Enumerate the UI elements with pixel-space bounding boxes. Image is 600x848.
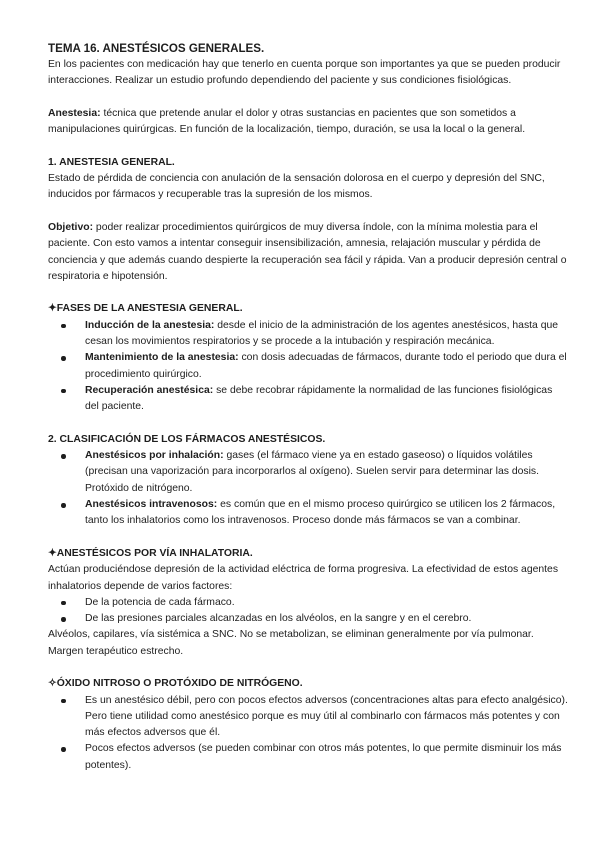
item-text: con dosis adecuadas de fármacos, durante todo el periodo que dura el procedimiento quirúrgico. [85,352,567,380]
factores-list [48,595,568,628]
objetivo-paragraph [48,220,568,285]
item-text: desde el inicio de la administración de los agentes anestésicos, hasta que cesan los movimientos respiratorios y se procede a la intubación y respiración mecánica. [85,319,559,348]
document-title: TEMA 16. ANESTÉSICOS GENERALES. [48,42,265,55]
list-item [85,448,568,497]
term: Anestésicos intravenosos: [85,499,218,511]
term: Objetivo: [48,221,94,233]
term: Recuperación anestésica: [85,384,214,396]
oxido-list [48,693,568,774]
list-item: De la potencia de cada fármaco. [85,595,568,611]
item-text: se debe recobrar rápidamente la normalidad de las funciones fisiológicas del paciente. [85,384,553,413]
list-item: Pocos efectos adversos (se pueden combinar con otros más potentes, lo que permite disminuir los más potentes). [85,741,568,774]
fases-list [48,318,568,416]
section-text: Actúan produciéndose depresión de la actividad eléctrica de forma progresiva. La efectividad de estos agentes inhalatorios depende de varios factores: [48,564,559,592]
list-item [85,497,568,530]
clasificacion-list [48,448,568,529]
list-item: De las presiones parciales alcanzadas en los alvéolos, en la sangre y en el cerebro. [85,611,568,627]
section-heading: 2. CLASIFICACIÓN DE LOS FÁRMACOS ANESTÉSICOS. [48,433,326,445]
section-heading: 1. ANESTESIA GENERAL. [48,156,175,168]
list-item [85,318,568,351]
section-heading: ✦FASES DE LA ANESTESIA GENERAL. [48,303,243,315]
list-item [85,350,568,383]
list-item [85,383,568,416]
section-text: Alvéolos, capilares, vía sistémica a SNC. No se metabolizan, se eliminan generalmente por vía pulmonar. Margen terapéutico estrecho. [48,629,534,657]
anestesia-definition [48,106,568,139]
intro-paragraph: En los pacientes con medicación hay que tenerlo en cuenta porque son importantes ya que se pueden producir interacciones. Realizar un estudio profundo dependiendo del paciente y sus condiciones fisiológicas. [48,59,561,87]
list-item: Es un anestésico débil, pero con pocos efectos adversos (concentraciones altas para efecto analgésico). Pero tiene utilidad como anestésico porque es muy útil al combinarlo con fármacos más potentes y con más efectos adversos que él. [85,693,568,742]
item-text: es común que en el mismo proceso quirúrgico se utilicen los 2 fármacos, tanto los inhalatorios como los intravenosos. Proceso donde más fármacos se van a combinar. [85,499,556,527]
term: Anestésicos por inhalación: [85,450,224,462]
term: Mantenimiento de la anestesia: [85,352,239,364]
item-text: gases (el fármaco viene ya en estado gaseoso) o líquidos volátiles (precisan una vaporización para incorporarlos al oxígeno). Suelen servir para determinar las dosis. Protóxido de nitrógeno. [85,450,539,494]
term: Inducción de la anestesia: [85,319,215,331]
definition-text: técnica que pretende anular el dolor y otras sustancias en pacientes que son sometidos a manipulaciones quirúrgicas. En función de la localización, tiempo, duración, se usa la local o la general. [48,107,526,136]
term: Anestesia: [48,107,101,119]
section-text: Estado de pérdida de conciencia con anulación de la sensación dolorosa en el cuerpo y depresión del SNC, inducidos por fármacos y recuperable tras la supresión de los mismos. [48,173,545,201]
document-page [48,40,568,774]
section-heading: ✧ÓXIDO NITROSO O PROTÓXIDO DE NITRÓGENO. [48,678,303,690]
objetivo-text: poder realizar procedimientos quirúrgicos de muy diversa índole, con la mínima molestia para el paciente. Con esto vamos a intentar conseguir insensibilización, amnesia, relajación muscular y pérdida de conciencia y que además cuando despierte la recuperación sea fácil y rápida. Van a producir depresión central o respiratoria e hipotensión. [48,221,567,282]
section-heading: ✦ANESTÉSICOS POR VÍA INHALATORIA. [48,547,253,559]
